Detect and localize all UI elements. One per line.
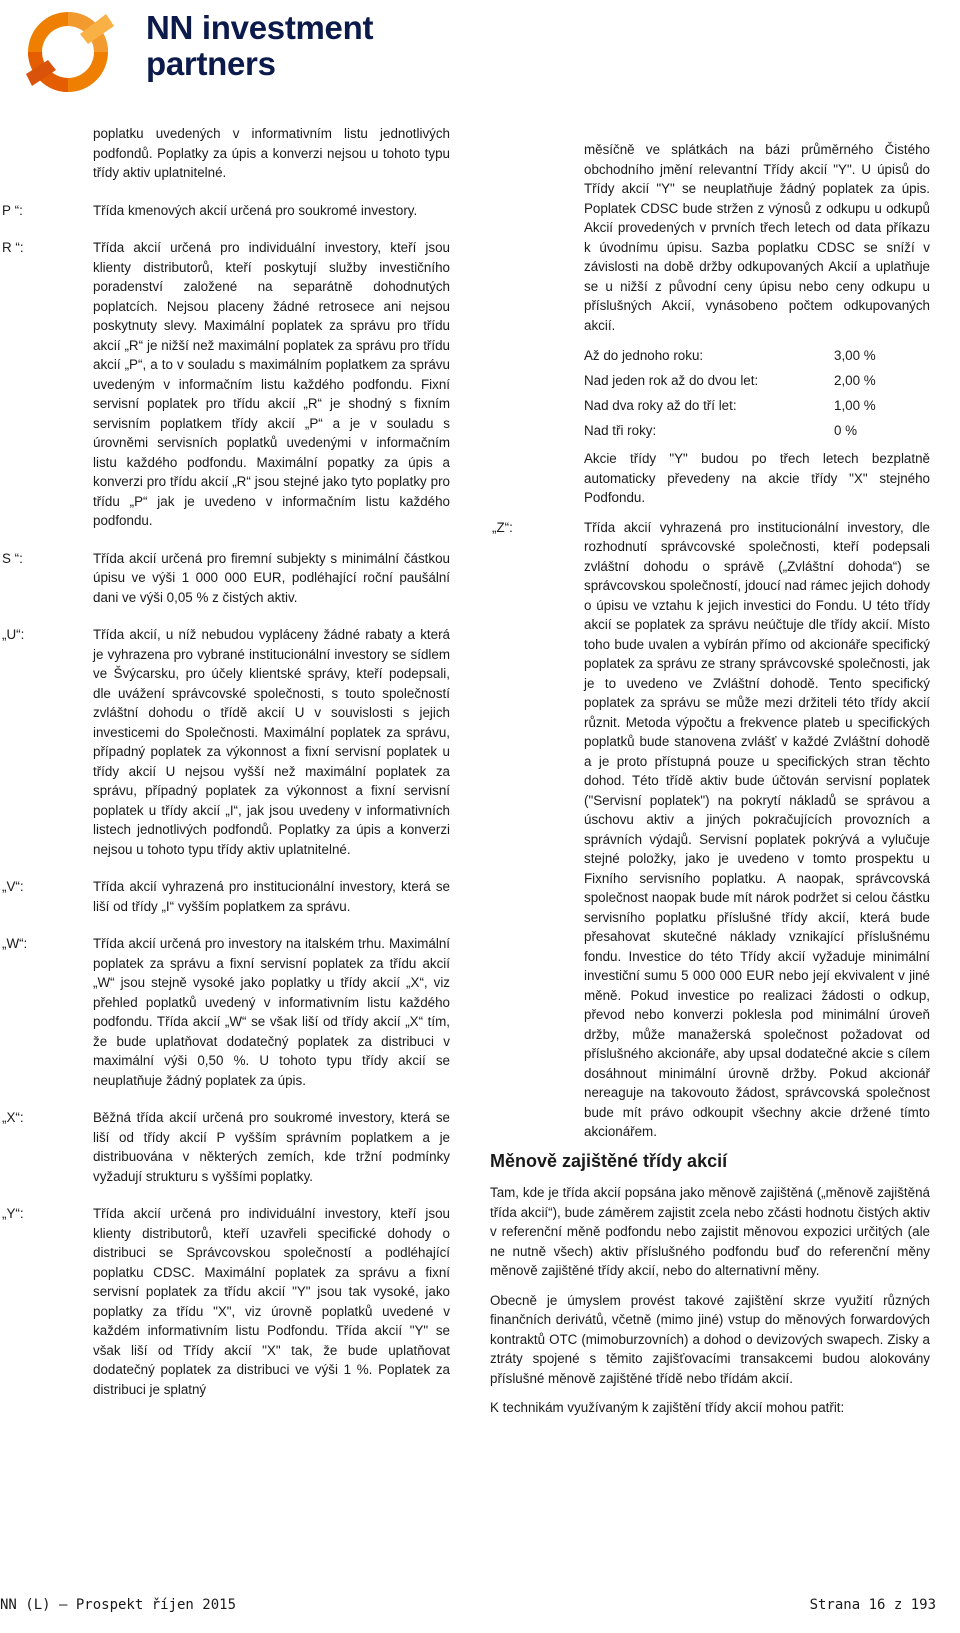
- entry-text: poplatku uvedených v informativním listu jednotlivých podfondů. Poplatky za úpis a konverzi nejsou u tohoto typu třídy aktiv uplatnitelné.: [93, 126, 450, 180]
- entry-label: „V“:: [2, 879, 24, 894]
- entry-label: P “:: [2, 202, 23, 218]
- paragraph: Obecně je úmyslem provést takové zajištění skrze využití různých finančních derivátů, včetně (mimo jiné) vstup do měnových forwardových kontraktů OTC (mimoburzovních) a dohod o devizových swapech. Zisky a ztráty spojené s těmito zajišťovacími transakcemi budou alokovány příslušné měnově zajištěné třídě nebo třídám akcií.: [490, 1292, 930, 1386]
- entry-text: Třída akcií určená pro individuální investory, kteří jsou klienty distributorů, kteří poskytují služby investičního poradenství založené na separátně dohodnutých poplatcích. Nejsou placeny žádné retrosece ani nejsou poskytnuty slevy. Maximální poplatek za správu pro třídu akcií „R“ je nižší než maximální poplatek za správu pro třídu akcií „P“, a to v souladu s maximálním poplatkem za správu uvedeným v informačním listu každého podfondu. Fixní servisní poplatek pro třídu akcií „R“ je shodný s fixním servisním poplatkem třídy akcií „P“ a je v souladu s úrovněmi servisních poplatků uvedenými v informačním listu každého podfondu. Maximální popatky za úpis a konverzi pro třídu akcií „R“ jsou stejné jako tyto poplatky pro třídu „P“ jak je uvedeno v informačním listu každého podfondu.: [93, 240, 450, 528]
- fee-row: [584, 343, 930, 368]
- fee-row: [584, 393, 930, 418]
- brand-line-2: partners: [146, 45, 276, 82]
- entry-text: Běžná třída akcií určená pro soukromé investory, která se liší od třídy akcií P vyšším správním poplatkem a je distribuována v některých zemích, kde tržní podmínky vyžadují strukturu s vyššími poplatky.: [93, 1110, 450, 1184]
- section-heading: Měnově zajištěné třídy akcií: [490, 1150, 728, 1171]
- share-class-entry-continuation: [0, 124, 450, 183]
- cdsc-fee-table: [490, 343, 930, 443]
- fee-rate: 2,00 %: [834, 372, 876, 388]
- fee-rate: 1,00 %: [834, 397, 876, 413]
- entry-label: „W“:: [2, 936, 28, 951]
- footer-page-number: Strana 16 z 193: [809, 1597, 936, 1613]
- y-class-conversion: Akcie třídy "Y" budou po třech letech bezplatně automaticky převedeny na akcie třídy "X" stejného Podfondu.: [584, 451, 930, 505]
- share-class-entry-r: [0, 238, 450, 531]
- entry-text: Třída akcií určená pro investory na italském trhu. Maximální poplatek za správu a fixní servisní poplatek za třídu akcií „W“ jsou stejně vysoké jako poplatky u třídy akcií „X“, viz přehled poplatků uvedený v informativním listu každého podfondu. Třída akcií „W“ se však liší od třídy akcií „X“ tím, že bude uplatňovat dodatečný poplatek za distribuci v maximální výši 0,50 %. U tohoto typu třídy akcií se neuplatňuje žádný poplatek za úpis.: [93, 936, 450, 1088]
- left-column: [0, 124, 450, 1417]
- company-logo: [18, 4, 374, 96]
- entry-text: Třída akcií určená pro individuální investory, kteří jsou klienty distributorů, kteří uzavřeli specifické dohody o distribuci se Správcovskou společností a podléhající poplatku CDSC. Maximální poplatek za správu a fixní servisní poplatek za třídu akcií "Y" jsou tak vysoké, jako poplatky za třídu "X", viz úrovně poplatků uvedené v každém informativním listu Podfondu. Třída akcií "Y" se však liší od Třídy akcií "X" tak, že bude uplatňovat dodatečný poplatek za distribuci ve výši 1 %. Poplatek za distribuci je splatný: [93, 1206, 450, 1397]
- entry-text: Třída akcií vyhrazená pro institucionální investory, která se liší od třídy „I“ vyšším poplatkem za správu.: [93, 879, 450, 914]
- share-class-entry-z: [490, 518, 930, 1142]
- fee-row: [584, 368, 930, 393]
- entry-text: Třída akcií určená pro firemní subjekty s minimální částkou úpisu ve výši 1 000 000 EUR, podléhající roční paušální dani ve výši 0,05 % z čistých aktiv.: [93, 550, 450, 605]
- entry-label: S “:: [2, 550, 23, 566]
- y-class-continuation: měsíčně ve splátkách na bázi průměrného Čistého obchodního jmění relevantní Třídy akcií "Y". U úpisů do Třídy akcií "Y" se neuplatňuje žádný poplatek za úpis. Poplatek CDSC bude stržen z výnosů z odkupu u odkupů Akcií provedených v prvních třech letech od data příkazu k úvodnímu úpisu. Sazba poplatku CDSC se sníží v závislosti na době držby odkupovaných Akcií a uplatňuje se u nižší z původní ceny úpisu nebo ceny odkupu u příslušných Akcií, vynásobeno počtem odkupovaných akcií.: [584, 142, 930, 333]
- entry-label: „U“:: [2, 627, 25, 642]
- entry-text: Třída akcií vyhrazená pro institucionální investory, dle rozhodnutí správcovské společnosti, kteří podepsali zvláštní dohodu o správě („Zvláštní dohoda“) se správcovskou společností, jdoucí nad rámec jejich dohody o úpisu ve vztahu k jejich investici do Fondu. U této třídy akcií se poplatek za správu neúčtuje dle třídy akcií. Místo toho bude uvalen a vybírán přímo od akcionáře specifický poplatek za správu ze strany správcovské společnosti, jak je to uvedeno ve Zvláštní dohodě. Tento specifický poplatek za správu se může mezi držiteli této třídy akcií různit. Metoda výpočtu a frekvence plateb u specifických poplatků bude stanovena zvlášť v každé Zvláštní dohodě a je proto přístupná pouze u specifických stran těchto dohod. Této třídě aktiv bude účtován servisní poplatek ("Servisní poplatek") na pokrytí nákladů se správou a úschovu aktiv a jiných pokračujících provozních a správních výdajů. Servisní poplatek pokrývá a vylučuje stejné položky, jako je uvedeno v tomto prospektu u Fixního servisního poplatku. A naopak, správcovská společnost naopak bude mít nárok podržet si celou částku servisního poplatku příslušné třídy akcií, která bude přesahovat skutečné náklady vznikající příslušnému fondu. Investice do této Třídy akcií vyžaduje minimální investiční sumu 5 000 000 EUR nebo její ekvivalent v jiné měně. Pokud investice po realizaci žádosti o odkup, převod nebo konverzi poklesla pod minimální úroveň držby, může manažerská společnost požadovat od příslušného akcionáře, aby upsal dodatečné akcie s cílem dosáhnout minimální úrovně držby. Pokud akcionář nereaguje na takovouto žádost, správcovská společnost bude mít právo odkoupit všechny akcie držené tímto akcionářem.: [584, 519, 930, 1139]
- fee-period: Nad dva roky až do tří let:: [584, 397, 737, 413]
- share-class-entry-x: [0, 1108, 450, 1186]
- page-footer: [0, 1597, 940, 1621]
- entry-label: „Y“:: [2, 1206, 24, 1221]
- fee-rate: 3,00 %: [834, 347, 876, 363]
- right-column: [490, 140, 930, 1428]
- footer-document-title: NN (L) – Prospekt říjen 2015: [0, 1597, 237, 1613]
- entry-label: R “:: [2, 240, 24, 255]
- nn-logo-icon: [18, 4, 130, 96]
- share-class-entry-y: [0, 1204, 450, 1399]
- fee-rate: 0 %: [834, 422, 858, 438]
- brand-name: [146, 10, 373, 82]
- share-class-entry-u: [0, 625, 450, 859]
- entry-label: „Z“:: [492, 519, 513, 535]
- fee-period: Nad tři roky:: [584, 422, 657, 438]
- brand-line-1: NN investment: [146, 9, 374, 46]
- fee-period: Až do jednoho roku:: [584, 347, 704, 363]
- fee-period: Nad jeden rok až do dvou let:: [584, 372, 759, 388]
- share-class-entry-w: [0, 934, 450, 1090]
- fee-row: [584, 418, 930, 443]
- share-class-entry-p: [0, 201, 450, 221]
- entry-text: Třída kmenových akcií určená pro soukromé investory.: [93, 202, 418, 218]
- entry-text: Třída akcií, u níž nebudou vypláceny žádné rabaty a která je vyhrazena pro vybrané institucionální investory se sídlem ve Švýcarsku, pro účely klientské správy, kteří podepsali, dle uvážení správcovské společnosti, s touto společností zvláštní dohodu o třídě akcií U v souvislosti s jejich investicemi do Společnosti. Maximální poplatek za správu, případný poplatek za výkonnost a fixní servisní poplatek u třídy akcií U nejsou vyšší než maximální poplatek za správu, případný poplatek za výkonnost a fixní servisní poplatek u třídy akcií „I“, jak jsou uvedeny v informativních listech jednotlivých podfondů. Poplatky za úpis a konverzi nejsou u tohoto typu třídy aktiv uplatnitelné.: [93, 627, 450, 857]
- entry-label: „X“:: [2, 1110, 24, 1125]
- paragraph: K technikám využívaným k zajištění třídy akcií mohou patřit:: [490, 1400, 845, 1415]
- share-class-entry-s: [0, 549, 450, 608]
- paragraph: Tam, kde je třída akcií popsána jako měnově zajištěná („měnově zajištěná třída akcií“), bude záměrem zajistit zcela nebo zčásti hodnotu čistých aktiv v referenční měně podfondu nebo zajistit měnovou expozici určitých (ale ne nutně všech) aktiv příslušného podfondu buď do referenční měny měnově zajištěné třídy akcií, nebo do alternativní měny.: [490, 1185, 930, 1278]
- share-class-entry-v: [0, 877, 450, 916]
